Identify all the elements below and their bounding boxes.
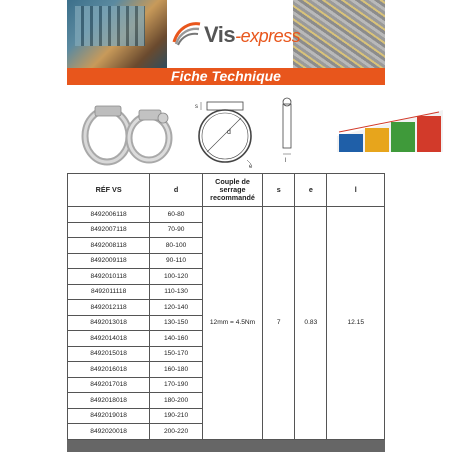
table-row: [68, 207, 385, 223]
hose-clamp-image: [77, 96, 177, 166]
cell-ref: 8492009118: [68, 253, 150, 269]
cell-d: 180-200: [150, 393, 203, 409]
cell-ref: 8492013018: [68, 315, 150, 331]
col-l: l: [327, 174, 385, 207]
spec-table: [67, 173, 385, 440]
cell-ref: 8492006118: [68, 207, 150, 223]
cell-d: 80-100: [150, 238, 203, 254]
cell-ref: 8492016018: [68, 362, 150, 378]
cell-ref: 8492018018: [68, 393, 150, 409]
swoosh-icon: [172, 20, 202, 46]
col-s: s: [263, 174, 295, 207]
header-banner: [67, 0, 385, 68]
cell-d: 140-160: [150, 331, 203, 347]
svg-text:e: e: [249, 164, 253, 170]
cell-couple: 12mm = 4.5Nm: [202, 207, 262, 440]
cell-d: 190-210: [150, 408, 203, 424]
tools-photo: [67, 0, 167, 68]
svg-text:s: s: [195, 104, 198, 110]
footer-bar: [67, 440, 385, 452]
brand-name: Vis-express: [204, 22, 301, 47]
cell-d: 200-220: [150, 424, 203, 440]
cell-ref: 8492017018: [68, 377, 150, 393]
cell-ref: 8492008118: [68, 238, 150, 254]
cell-ref: 8492020018: [68, 424, 150, 440]
cell-d: 150-170: [150, 346, 203, 362]
cell-ref: 8492011118: [68, 284, 150, 300]
screws-photo: [293, 0, 385, 68]
col-e: e: [295, 174, 327, 207]
table-body: [68, 207, 385, 440]
cell-d: 100-120: [150, 269, 203, 285]
dimension-diagram: [187, 94, 327, 170]
corrosion-scale-image: [335, 106, 445, 154]
cell-d: 120-140: [150, 300, 203, 316]
cell-d: 110-130: [150, 284, 203, 300]
cell-ref: 8492012118: [68, 300, 150, 316]
cell-l: 12.15: [327, 207, 385, 440]
cell-ref: 8492014018: [68, 331, 150, 347]
svg-text:d: d: [227, 129, 231, 136]
cell-d: 170-190: [150, 377, 203, 393]
cell-d: 60-80: [150, 207, 203, 223]
col-d: d: [150, 174, 203, 207]
table-header-row: [68, 174, 385, 207]
cell-s: 7: [263, 207, 295, 440]
cell-ref: 8492010118: [68, 269, 150, 285]
cell-ref: 8492019018: [68, 408, 150, 424]
cell-ref: 8492007118: [68, 222, 150, 238]
cell-d: 90-110: [150, 253, 203, 269]
cell-e: 0.83: [295, 207, 327, 440]
cell-d: 160-180: [150, 362, 203, 378]
illustrations: [67, 92, 385, 170]
cell-d: 70-90: [150, 222, 203, 238]
svg-text:l: l: [285, 158, 287, 164]
brand-logo: [172, 16, 302, 56]
page-title: Fiche Technique: [67, 68, 385, 85]
cell-ref: 8492015018: [68, 346, 150, 362]
col-couple: Couple de serrage recommandé: [202, 174, 262, 207]
cell-d: 130-150: [150, 315, 203, 331]
col-ref: RÉF VS: [68, 174, 150, 207]
